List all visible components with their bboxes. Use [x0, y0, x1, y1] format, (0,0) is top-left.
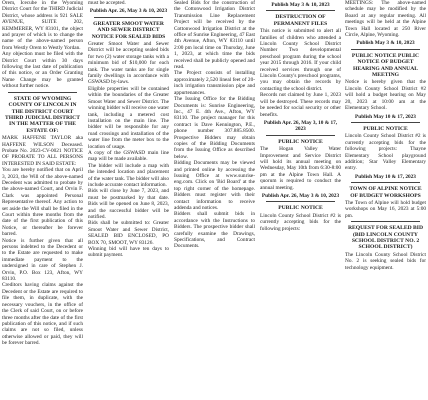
notice-paragraph: Notice is hereby given that the Lincoln County School District #2 will hold a budget hearing on May 20, 2023 at 10:00 am at the Elementary School. [345, 79, 426, 112]
notice-heading: GREATER SMOOT WATER AND SEWER DISTRICT NOTICE FOR SEALED BIDS [91, 20, 166, 40]
notice-heading: REQUEST FOR SEALED BID (BID LINCOLN COUNTY SCHOOL DISTRICT NO. 2 SCHOOL DISTRICT) [348, 225, 423, 251]
notice-heading: PUBLIC NOTICE [363, 125, 408, 132]
notice-divider [266, 135, 335, 136]
notice-divider [351, 49, 420, 50]
notice-paragraph: Records not claimed by June 1, 2023 will be destroyed. These records may be needed for social security or other benefits. [260, 92, 341, 118]
notice-divider [94, 17, 163, 18]
notice-paragraph: Bids will close by June 7, 2023, and must be postmarked by that date. Bids will be opened on June 8, 2023, and the successful bidder will be notified. [88, 188, 169, 220]
notice-paragraph: Greater Smoot Water and Sewer District will be accepting sealed bids for two (2) water storage tanks with a minimum bid of $10,000 for each tank. The water tanks are for single family dwellings in accordance with GSWASD by-laws. [88, 41, 169, 86]
notice-paragraph: Lincoln County School District #2 is currently accepting bids for the following projects: Thayne Elementary School playground addition; Star Valley Elementary entry. [345, 133, 426, 172]
notice-divider [351, 182, 420, 183]
notice-paragraph: This notice is submitted to alert all families of children who attended a Lincoln County School District Number Two developmental preschool program during the school year 2015 through 2016. If your child received services through one of Lincoln County's preschool programs, you may obtain the records by contacting the school district. [260, 28, 341, 92]
notice-paragraph: must be accepted. [88, 0, 126, 6]
notice-heading: PUBLIC NOTICE [278, 205, 323, 212]
notice-divider [266, 10, 335, 11]
notice-paragraph: Notice is further given that all persons indebted to the Decedent or to the Estate are requested to make immediate payment to the undersigned in care of Stephen J. Orvin, P.O. Box 123, Afton, WY 83110. [2, 237, 83, 283]
notice-paragraph: The bidder will include a map with the intended location and placement of the water tank. The bidder will also include accurate contact information. [88, 162, 169, 188]
notice-paragraph: The Town of Alpine will hold budget workshops on May 16, 2023 at 5:00 pm. [345, 199, 426, 219]
notice-divider [266, 201, 335, 202]
notice-column-4 [260, 0, 341, 400]
notice-column-3 [174, 0, 255, 400]
notice-paragraph: Any objection must be filed with the District Court within 30 days following the last date of publication of this notice, or an Order Granting Name Change may be granted without further notice. [2, 51, 83, 90]
notice-heading: STATE OF WYOMING COUNTY OF LINCOLN IN THE DISTRICT COURT THIRD JUDICIAL DISTRICT IN THE MATTER OF THE ESTATE OF: [5, 95, 80, 134]
notice-paragraph: Creditors having claims against the Decedent or the Estate are required to file them, in duplicate, with the necessary vouchers, in the office of the Clerk of said Court, on or before three months after the date of the first publication of this notice, and if such claims are not so filed, unless otherwise allowed or paid, they will be forever barred. [2, 282, 83, 347]
publish-dates: Publish Apr. 26, May 3 & 10, 2023 [261, 192, 340, 199]
notice-divider [8, 92, 77, 93]
notice-paragraph: The Lincoln County School District No. 2 is seeking sealed bids for technology equipment. [345, 251, 426, 271]
notice-paragraph: The Project consists of installing approximately 2,520 lineal feet of 20-inch irrigation transmission pipe and appurtenances. [174, 70, 255, 96]
notice-paragraph: Orem, Icecube in the Wyoming District Court for the THIRD Judicial District, whose address is 921 SALE AVENUE, SUITE 202, KEMMERER, WY 83101, the object and prayer of which is to change the name of the above-named person from Westly Orem to Westly Yordan. [2, 0, 83, 51]
publish-dates: Publish Apr. 26, May 3, 10 & 17, 2023 [263, 119, 338, 133]
notice-column-1 [2, 0, 83, 400]
notice-heading: PUBLIC NOTICE [278, 138, 323, 145]
notice-paragraph: MARK HAFFENE TAYLOR aka HAFFENE WILSON Deceased. Probate No. 2023-CV-0021 NOTICE OF PROBATE TO ALL PERSONS INTERESTED IN SAID ESTATE: [2, 135, 83, 167]
publish-dates: Publish Apr. 26, May 3 & 10, 2023 [89, 8, 168, 15]
notice-paragraph: The Hogan Valley Water Improvement and Service District will hold its annual meeting on Wednesday, May 10th from 6:30-8:00 pm at the Alpine Town Hall. A quorum is required to conduct the annual meeting. [260, 146, 341, 191]
notice-heading: DESTRUCTION OF PERMANENT FILES [273, 14, 328, 27]
publish-dates: Publish May 3 & 10, 2023 [271, 2, 330, 8]
notice-paragraph: Eligible properties will be contained within the boundaries of the Greater Smoot Water and Sewer District. The winning bidder will receive one water tank, including a metered cost installation on the main line. The bidder will be responsible for any road crossings and installation of the water line from the meter box to the location of usage. [88, 85, 169, 150]
notice-paragraph: Bids shall be submitted to: Greater Smoot Water and Sewer District, SEALED BID ENCLOSED, PO BOX 70, SMOOT, WY 83126. [88, 220, 169, 246]
notice-paragraph: Winning bid will have ten days to submit payment. [88, 246, 169, 259]
notice-column-5 [345, 0, 426, 400]
notice-paragraph: A copy of the GSWASD main line map will be made available. [88, 149, 169, 163]
notice-paragraph: You are hereby notified that on April 3, 2023, the Will of the above-named Decedent was admitted to probate by the above-named Court, and Orvin F. Clark was appointed Personal Representative thereof. Any action to set aside the Will shall be filed in the Court within three months from the date of the first publication of this Notice, or thereafter be forever barred. [2, 167, 83, 238]
notice-paragraph: Bidding Documents may be viewed and printed online by accessing the Issuing Office at www.sunrise-eng.com. Click on 'Bid Board' at the top right corner of the homepage. Bidders must register with their contact information to receive addenda and notices. [174, 160, 255, 211]
publish-dates: Publish May 3 & 10, 2023 [356, 40, 415, 47]
publish-dates: Publish May 10 & 17, 2023 [355, 173, 416, 180]
notice-divider [351, 221, 420, 222]
notice-paragraph: Sealed Bids for the construction of the Cottonwood Irrigation District Transmission Line Replacement Project will be received by the Cottonwood Irrigation District at the office of Sunrise Engineering, 47 East 4th Avenue, Afton, WY 83110 until 2:00 pm local time on Thursday, June 1, 2023, at which time the bids received shall be publicly opened and read. [174, 0, 255, 71]
notice-column-2 [88, 0, 169, 400]
notice-paragraph: MEETINGS: The above-named schedule may be modified by the Board at any regular meeting. All meetings will be held at the Alpine Town Hall located at 250 River Circle, Alpine, Wyoming. [345, 0, 426, 39]
notice-paragraph: Lincoln County School District #2 is currently accepting bids for the following projects: [260, 212, 341, 232]
notice-paragraph: The Issuing Office for the Bidding Documents is: Sunrise Engineering, Inc., 47 E. 4th Ave., Afton, WY 83110. The project manager for this contract is Dave Kennington, P.E., phone number 307.885.8500. Prospective Bidders may obtain copies of the Bidding Documents from the Issuing Office as described below. [174, 96, 255, 160]
notice-divider [351, 122, 420, 123]
notice-paragraph: Bidders shall submit bids in accordance with the Instructions to Bidders. The prospective bidder shall carefully examine the Drawings, Specifications, and Contract Documents. [174, 211, 255, 250]
notice-heading: PUBLIC NOTICE PUBLIC NOTICE OF BUDGET HEARING AND ANNUAL MEETING [351, 52, 420, 79]
publish-dates: Publish May 10 & 17, 2023 [355, 113, 416, 120]
notice-heading: TOWN OF ALPINE NOTICE OF BUDGET WORKSHOPS [349, 186, 422, 199]
